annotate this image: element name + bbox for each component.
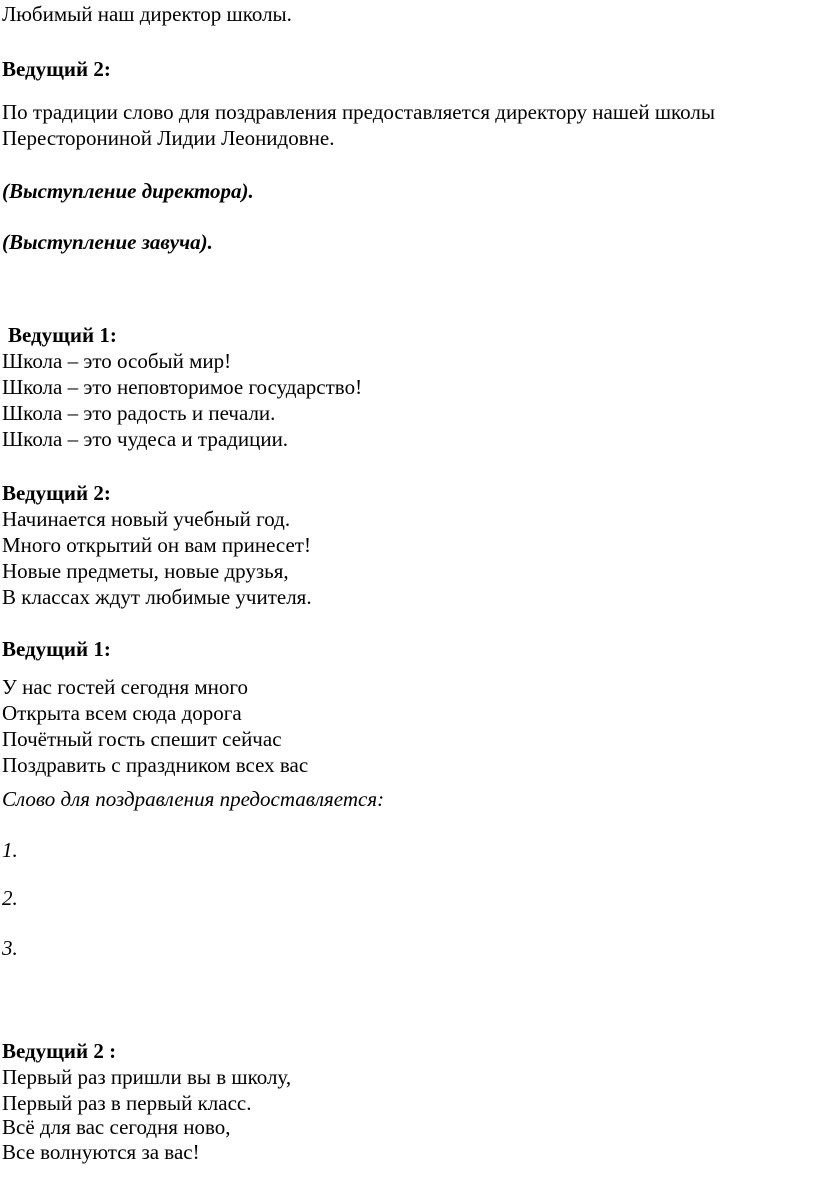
note-line: Слово для поздравления предоставляется: xyxy=(2,787,385,811)
paragraph-line: Пересторониной Лидии Леонидовне. xyxy=(2,126,335,150)
verse-line: Первый раз пришли вы в школу, xyxy=(2,1065,292,1089)
verse-line: Первый раз в первый класс. xyxy=(2,1091,252,1115)
verse-line: Школа – это чудеса и традиции. xyxy=(2,427,289,451)
verse-line: Все волнуются за вас! xyxy=(2,1140,200,1164)
stage-direction: (Выступление завуча). xyxy=(2,230,213,254)
list-item: 3. xyxy=(2,936,18,960)
verse-line: У нас гостей сегодня много xyxy=(2,675,249,699)
speaker-heading: Ведущий 2: xyxy=(2,481,111,505)
verse-line: Много открытий он вам принесет! xyxy=(2,533,311,557)
verse-line: Школа – это радость и печали. xyxy=(2,401,276,425)
list-item: 2. xyxy=(2,886,18,910)
speaker-heading: Ведущий 1: xyxy=(2,637,111,661)
verse-line: Всё для вас сегодня ново, xyxy=(2,1115,231,1139)
verse-line: Почётный гость спешит сейчас xyxy=(2,727,282,751)
verse-line: Школа – это неповторимое государство! xyxy=(2,375,363,399)
speaker-heading: Ведущий 2: xyxy=(2,57,111,81)
verse-line: Новые предметы, новые друзья, xyxy=(2,559,289,583)
intro-line: Любимый наш директор школы. xyxy=(2,2,292,26)
verse-line: Поздравить с праздником всех вас xyxy=(2,753,309,777)
verse-line: Начинается новый учебный год. xyxy=(2,507,291,531)
verse-line: Открыта всем сюда дорога xyxy=(2,701,242,725)
verse-line: Школа – это особый мир! xyxy=(2,349,232,373)
verse-line: В классах ждут любимые учителя. xyxy=(2,585,312,609)
paragraph-line: По традиции слово для поздравления предоставляется директору нашей школы xyxy=(2,100,715,124)
speaker-heading: Ведущий 2 : xyxy=(2,1039,117,1063)
stage-direction: (Выступление директора). xyxy=(2,179,254,203)
list-item: 1. xyxy=(2,838,18,862)
speaker-heading: Ведущий 1: xyxy=(8,323,117,347)
